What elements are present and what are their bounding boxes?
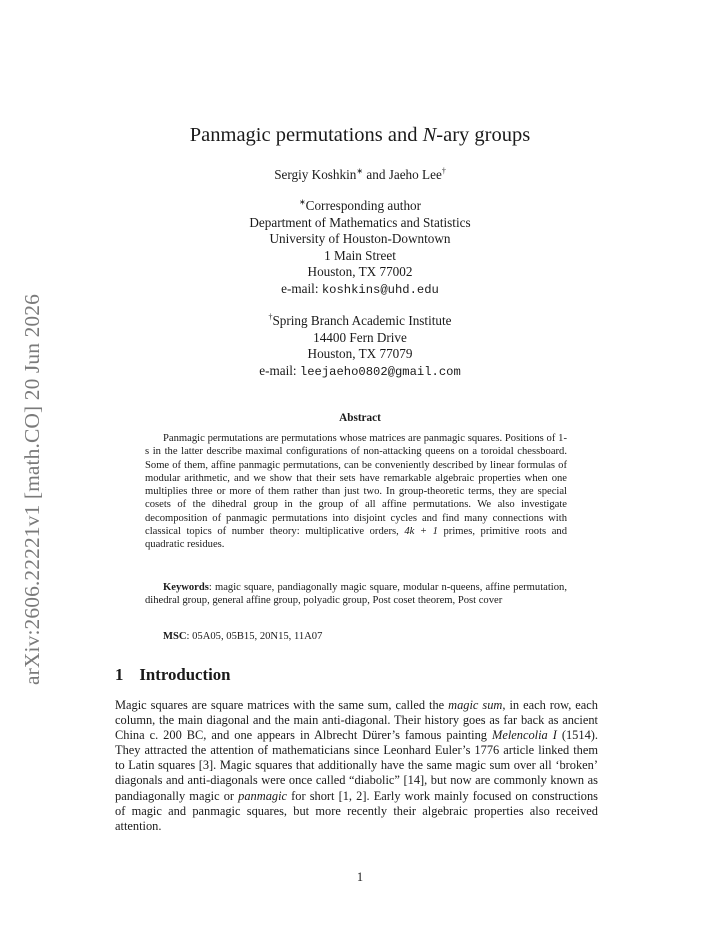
title-variable: N: [422, 124, 437, 146]
abstract-body: [145, 432, 567, 552]
author-1-mark: ∗: [356, 166, 364, 176]
affiliation-1-city: Houston, TX 77002: [307, 264, 413, 280]
affiliation-1-mark: ∗: [298, 197, 306, 207]
abstract-tail: primes, primitive roots and quadratic residues.: [145, 526, 567, 551]
page-number: 1: [356, 870, 364, 884]
affiliation-2-inst-text: Spring Branch Academic Institute: [272, 313, 452, 328]
affiliation-1-univ: University of Houston-Downtown: [269, 231, 451, 247]
affiliation-2: [0, 313, 720, 380]
abstract-text: Panmagic permutations are permutations whose matrices are panmagic squares. Positions of 1-s in the latter describe maximal configurations of non-attacking queens on a toroidal chessboard. Some of them, affine panmagic permutations, can be conveniently described by linear formulas of modular arithmetic, and we show that their sets have remarkable algebraic properties when one multiplies three or more of them rather than just two. In group-theoretic terms, they are special cosets of the dihedral group in the group of all affine permutations. We also investigate decomposition of panmagic permutations into disjoint cycles and find many connections with classical topics of number theory: multiplicative orders,: [145, 433, 567, 538]
author-conjunction: and: [363, 167, 389, 182]
author-1: Sergiy Koshkin: [274, 167, 357, 182]
affiliation-1-dept: Department of Mathematics and Statistics: [249, 214, 471, 230]
abstract-heading: Abstract: [339, 412, 381, 424]
title-suffix: -ary groups: [436, 124, 531, 146]
msc-paragraph: [145, 630, 567, 643]
affiliation-2-mark: †: [268, 312, 273, 322]
intro-text-3: (1514). They attracted the attention of mathematicians since Leonhard Euler’s 1776 article linked them to Latin squares [3]. Magic squares that additionally have the same magic sum over all ‘broken’ diagonals and anti-diagonals were once called “diabolic” [14], but now are commonly known as pandiagonally magic or: [115, 728, 598, 803]
intro-emphasis-2: Melencolia I: [492, 728, 557, 743]
msc-text: : 05A05, 05B15, 20N15, 11A07: [186, 631, 323, 642]
intro-paragraph: [115, 698, 598, 834]
keywords-text: : magic square, pandiagonally magic square, modular n-queens, affine permutation, dihedral group, general affine group, polyadic group, Post coset theorem, Post cover: [145, 582, 567, 607]
author-line: [0, 167, 720, 183]
affiliation-1-role-text: Corresponding author: [305, 198, 422, 213]
section-title: Introduction: [139, 665, 231, 684]
intro-text-4: for short [1, 2]. Early work mainly focused on constructions of magic and panmagic squares, but more recently their algebraic properties also received attention.: [115, 788, 598, 833]
affiliation-1-email-label: e-mail:: [281, 280, 322, 296]
arxiv-identifier-text: arXiv:2606.22221v1 [math.CO] 20 Jun 2026: [20, 294, 44, 685]
intro-text-1: Magic squares are square matrices with the same sum, called the: [115, 698, 449, 712]
title-prefix: Panmagic permutations and: [189, 124, 423, 146]
affiliation-2-email-label: e-mail:: [259, 362, 300, 378]
msc-label: MSC: [163, 631, 187, 642]
section-number: 1: [115, 665, 124, 684]
author-2: Jaeho Lee: [388, 167, 442, 182]
affiliation-1-email-line: [0, 281, 720, 299]
keywords-label: Keywords: [163, 582, 209, 593]
affiliation-2-email[interactable]: leejaeho0802@gmail.com: [299, 364, 461, 379]
abstract-math: 4k + 1: [404, 526, 438, 538]
intro-emphasis-1: magic sum: [448, 698, 503, 712]
keywords-paragraph: [145, 581, 567, 608]
affiliation-1-street: 1 Main Street: [324, 247, 396, 263]
affiliation-2-street: 14400 Fern Drive: [313, 329, 407, 345]
affiliation-2-email-line: [0, 363, 720, 381]
affiliation-1: [0, 198, 720, 299]
intro-emphasis-3: panmagic: [238, 788, 288, 803]
affiliation-1-role: [0, 198, 720, 215]
author-2-mark: †: [441, 166, 446, 176]
affiliation-1-email[interactable]: koshkins@uhd.edu: [321, 282, 439, 297]
section-heading: [115, 665, 230, 685]
intro-text-2: , in each row, each column, the main diagonal and the main anti-diagonal. Their history goes as far back as ancient China c. 200 BC, and one appears in Albrecht Dürer’s famous painting: [115, 698, 598, 743]
paper-title: [0, 124, 720, 147]
affiliation-2-city: Houston, TX 77079: [307, 346, 413, 362]
affiliation-2-inst: [0, 313, 720, 330]
arxiv-identifier-stamp: [14, 245, 50, 685]
abstract-paragraph: [145, 432, 567, 552]
